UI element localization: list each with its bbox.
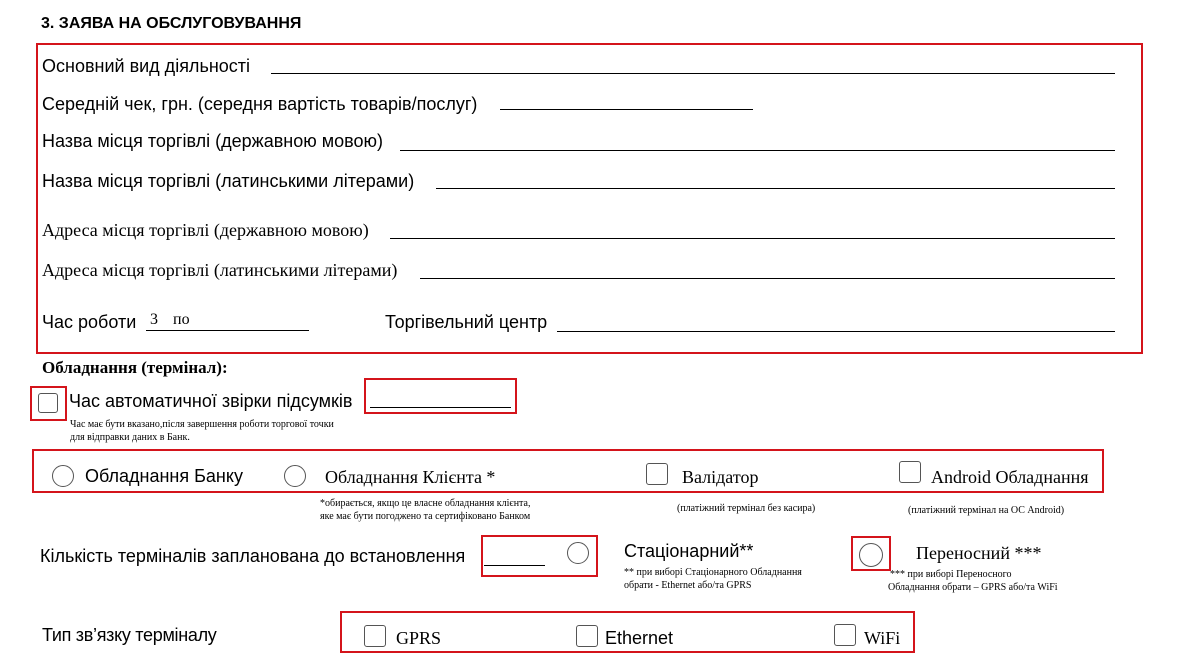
client-equipment-note: *обирається, якщо це власне обладнання клієнта, яке має бути погоджено та сертифіковано Банком	[320, 498, 531, 522]
portable-note: *** при виборі Переносного Обладнання обрати – GPRS або/та WiFi	[888, 569, 1058, 593]
bank-equipment-radio[interactable]	[52, 465, 74, 487]
stationary-label: Стаціонарний**	[624, 541, 754, 561]
auto-reconcile-time-field[interactable]	[370, 407, 511, 408]
ethernet-label: Ethernet	[605, 628, 674, 648]
fields-highlight-box	[36, 43, 1143, 354]
equipment-title: Обладнання (термінал):	[42, 358, 228, 377]
address-state-field[interactable]	[390, 238, 1115, 239]
address-latin-label: Адреса місця торгівлі (латинськими літерами)	[42, 260, 398, 280]
work-hours-from: 3	[150, 311, 158, 328]
gprs-checkbox[interactable]	[364, 625, 386, 647]
name-latin-label: Назва місця торгівлі (латинськими літерами)	[42, 171, 415, 191]
auto-reconcile-checkbox[interactable]	[38, 393, 58, 413]
avg-check-label: Середній чек, грн. (середня вартість товарів/послуг)	[42, 94, 478, 114]
address-state-label: Адреса місця торгівлі (державною мовою)	[42, 220, 369, 240]
portable-label: Переносний ***	[916, 543, 1042, 563]
name-state-field[interactable]	[400, 150, 1115, 151]
connection-type-label: Тип зв’язку терміналу	[42, 625, 217, 645]
name-latin-field[interactable]	[436, 188, 1115, 189]
mall-field[interactable]	[557, 331, 1115, 332]
terminal-count-label: Кількість терміналів запланована до встановлення	[40, 546, 466, 566]
wifi-label: WiFi	[864, 628, 901, 648]
work-hours-to: по	[173, 311, 190, 328]
gprs-label: GPRS	[396, 628, 442, 648]
bank-equipment-label: Обладнання Банку	[85, 466, 243, 486]
mall-label: Торгівельний центр	[385, 312, 548, 332]
validator-note: (платіжний термінал без касира)	[677, 503, 816, 514]
name-state-label: Назва місця торгівлі (державною мовою)	[42, 131, 383, 151]
ethernet-checkbox[interactable]	[576, 625, 598, 647]
android-label: Android Обладнання	[931, 467, 1089, 487]
validator-checkbox[interactable]	[646, 463, 668, 485]
work-hours-field[interactable]	[146, 330, 309, 331]
wifi-checkbox[interactable]	[834, 624, 856, 646]
stationary-note: ** при виборі Стаціонарного Обладнання обрати - Ethernet або/та GPRS	[624, 567, 802, 591]
terminal-count-field[interactable]	[484, 565, 545, 566]
android-checkbox[interactable]	[899, 461, 921, 483]
client-equipment-label: Обладнання Клієнта *	[325, 467, 496, 487]
auto-reconcile-field-highlight	[364, 378, 517, 414]
avg-check-field[interactable]	[500, 109, 753, 110]
main-activity-field[interactable]	[271, 73, 1115, 74]
section-title: 3. ЗАЯВА НА ОБСЛУГОВУВАННЯ	[41, 15, 302, 32]
validator-label: Валідатор	[682, 467, 759, 487]
address-latin-field[interactable]	[420, 278, 1115, 279]
auto-reconcile-note: Час має бути вказано,після завершення роботи торгової точки для відправки даних в Банк.	[70, 419, 334, 443]
auto-reconcile-label: Час автоматичної звірки підсумків	[69, 391, 353, 411]
android-note: (платіжний термінал на ОС Android)	[908, 505, 1065, 516]
portable-radio[interactable]	[859, 543, 883, 567]
stationary-radio[interactable]	[567, 542, 589, 564]
main-activity-label: Основний вид діяльності	[42, 56, 251, 76]
work-hours-label: Час роботи	[42, 312, 137, 332]
client-equipment-radio[interactable]	[284, 465, 306, 487]
